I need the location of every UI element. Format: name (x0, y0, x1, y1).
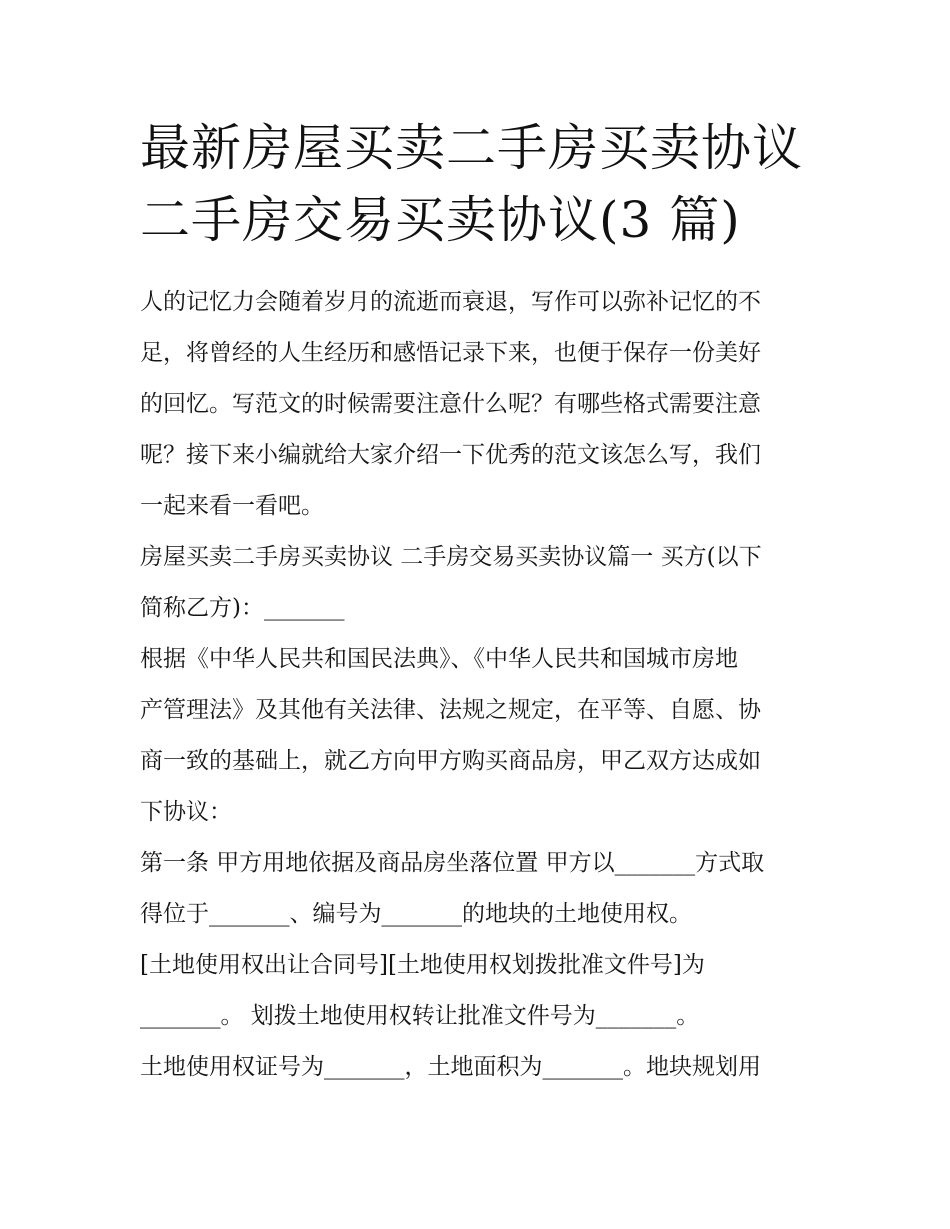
document-title (140, 112, 840, 256)
text-line: 产管理法》及其他有关法律、法规之规定，在平等、自愿、协 (140, 697, 761, 723)
text-line: 根据《中华人民共和国民法典》、《中华人民共和国城市房地 (140, 646, 738, 672)
paragraph-article-one (140, 838, 815, 940)
text-line: 人的记忆力会随着岁月的流逝而衰退，写作可以弥补记忆的不 (140, 289, 761, 315)
text-line: 第一条 甲方用地依据及商品房坐落位置 甲方以_______方式取 (140, 850, 765, 876)
text-line: [土地使用权出让合同号][土地使用权划拨批准文件号]为 (140, 952, 705, 978)
title-line: 最新房屋买卖二手房买卖协议 (140, 119, 803, 177)
paragraph-land-contract (140, 940, 815, 1042)
text-line: 得位于_______、编号为_______的地块的土地使用权。 (140, 901, 692, 927)
text-line: 土地使用权证号为_______，土地面积为_______。地块规划用 (140, 1054, 761, 1080)
text-line: 商一致的基础上，就乙方向甲方购买商品房，甲乙双方达成如 (140, 748, 761, 774)
title-line: 二手房交易买卖协议(3 篇) (140, 191, 741, 249)
text-line: 简称乙方)：_______ (140, 595, 345, 621)
document-body (140, 277, 815, 1093)
paragraph-intro (140, 277, 815, 532)
text-line: 一起来看一看吧。 (140, 493, 324, 519)
text-line: 足，将曾经的人生经历和感悟记录下来，也便于保存一份美好 (140, 340, 761, 366)
text-line: _______。 划拨土地使用权转让批准文件号为_______。 (140, 1003, 700, 1029)
text-line: 下协议： (140, 799, 232, 825)
paragraph-land-certificate (140, 1042, 815, 1093)
paragraph-legal-basis (140, 634, 815, 838)
text-line: 呢？接下来小编就给大家介绍一下优秀的范文该怎么写，我们 (140, 442, 761, 468)
paragraph-buyer (140, 532, 815, 634)
text-line: 的回忆。写范文的时候需要注意什么呢？有哪些格式需要注意 (140, 391, 761, 417)
text-line: 房屋买卖二手房买卖协议 二手房交易买卖协议篇一 买方(以下 (140, 544, 762, 570)
